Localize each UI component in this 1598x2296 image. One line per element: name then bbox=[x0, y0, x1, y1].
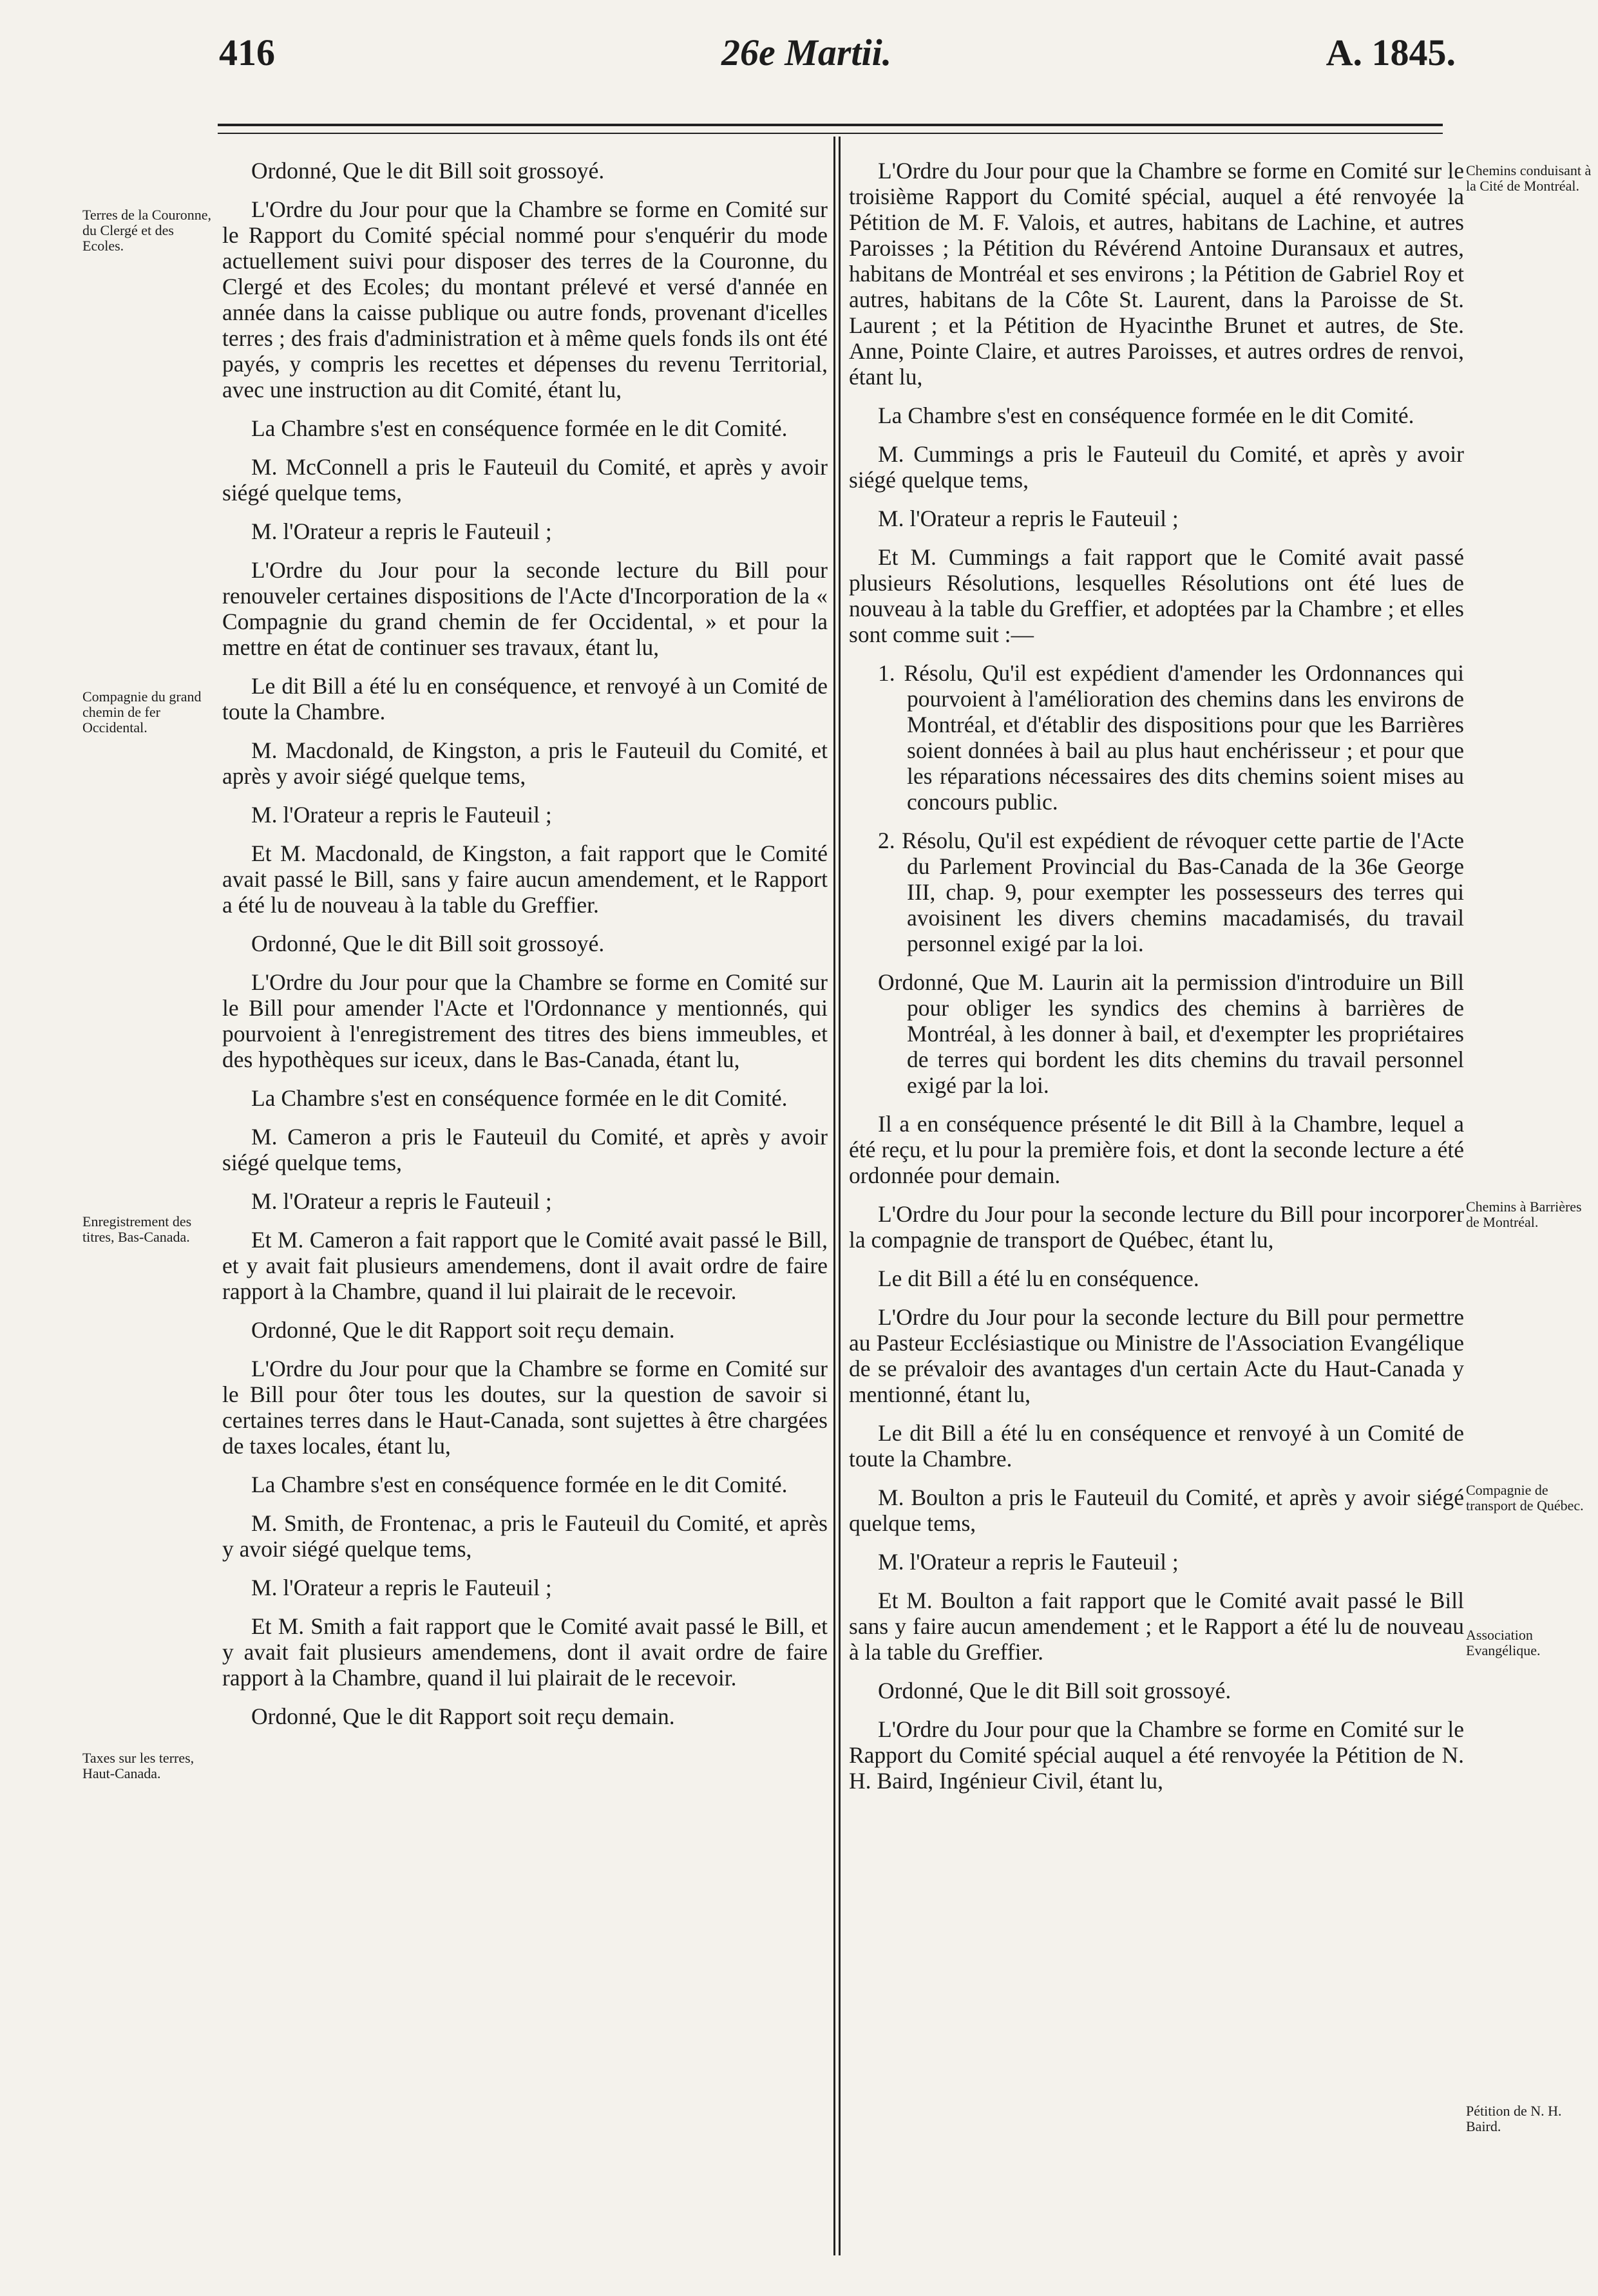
margin-note-enregistrement: Enregistrement des titres, Bas-Canada. bbox=[82, 1213, 192, 1245]
left-column bbox=[222, 158, 828, 1742]
paragraph: Ordonné, Que M. Laurin ait la permission d'introduire un Bill pour obliger les syndics des chemins à barrières de Montréal, à les donner à bail, et d'exempter les propriétaires de terres qui bordent les dits chemins du travail personnel exigé par la loi. bbox=[878, 969, 1464, 1098]
paragraph: M. Smith, de Frontenac, a pris le Fauteuil du Comité, et après y avoir siégé quelque tems, bbox=[222, 1510, 828, 1562]
paragraph: Le dit Bill a été lu en conséquence et renvoyé à un Comité de toute la Chambre. bbox=[849, 1420, 1464, 1472]
margin-note-petition-baird: Pétition de N. H. Baird. bbox=[1466, 2103, 1562, 2134]
paragraph: L'Ordre du Jour pour que la Chambre se forme en Comité sur le troisième Rapport du Comité spécial, auquel a été renvoyée la Pétition de M. F. Valois, et autres, habitans de Lachine, et autres Paroisses ; la Pétition du Révérend Antoine Duransaux et autres, habitans de Montréal et ses environs ; la Pétition de Gabriel Roy et autres, habitans de la Côte St. Laurent, dans la Paroisse de St. Laurent ; et la Pétition de Hyacinthe Brunet et autres, de Ste. Anne, Pointe Claire, et autres Paroisses, et autres ordres de renvoi, étant lu, bbox=[849, 158, 1464, 390]
paragraph: Ordonné, Que le dit Bill soit grossoyé. bbox=[251, 158, 605, 184]
paragraph: Il a en conséquence présenté le dit Bill à la Chambre, lequel a été reçu, et lu pour la première fois, et dont la seconde lecture a été ordonnée pour demain. bbox=[849, 1111, 1464, 1188]
paragraph: L'Ordre du Jour pour la seconde lecture du Bill pour permettre au Pasteur Ecclésiastique ou Ministre de l'Association Evangélique de se prévaloir des avantages d'un certain Acte du Haut-Canada y mentionné, étant lu, bbox=[849, 1304, 1464, 1407]
paragraph: M. l'Orateur a repris le Fauteuil ; bbox=[251, 1575, 552, 1600]
session-year: A. 1845. bbox=[1326, 32, 1456, 73]
margin-note-chemins-barrieres: Chemins à Barrières de Montréal. bbox=[1466, 1199, 1582, 1230]
paragraph: M. McConnell a pris le Fauteuil du Comité, et après y avoir siégé quelque tems, bbox=[222, 454, 828, 506]
paragraph: M. l'Orateur a repris le Fauteuil ; bbox=[878, 506, 1179, 531]
header-rule-thick bbox=[218, 124, 1443, 126]
paragraph: Ordonné, Que le dit Bill soit grossoyé. bbox=[251, 931, 605, 956]
margin-note-taxes: Taxes sur les terres, Haut-Canada. bbox=[82, 1750, 195, 1781]
paragraph: La Chambre s'est en conséquence formée en le dit Comité. bbox=[251, 1085, 788, 1111]
paragraph: Le dit Bill a été lu en conséquence, et renvoyé à un Comité de toute la Chambre. bbox=[222, 673, 828, 725]
paragraph: Et M. Smith a fait rapport que le Comité avait passé le Bill, et y avait fait plusieurs amendemens, dont il avait ordre de faire rapport à la Chambre, quand il lui plairait de le recevoir. bbox=[222, 1613, 828, 1691]
paragraph: Et M. Cameron a fait rapport que le Comité avait passé le Bill, et y avait fait plusieurs amendemens, dont il avait ordre de faire rapport à la Chambre, quand il lui plairait de le recevoir. bbox=[222, 1227, 828, 1304]
paragraph: M. l'Orateur a repris le Fauteuil ; bbox=[251, 1188, 552, 1214]
paragraph: La Chambre s'est en conséquence formée en le dit Comité. bbox=[878, 403, 1414, 428]
right-column bbox=[849, 158, 1464, 1807]
paragraph: La Chambre s'est en conséquence formée en le dit Comité. bbox=[251, 1472, 788, 1497]
paragraph: L'Ordre du Jour pour la seconde lecture du Bill pour renouveler certaines dispositions de l'Acte d'Incorporation de la « Compagnie du grand chemin de fer Occidental, » et pour la mettre en état de continuer ses travaux, étant lu, bbox=[222, 557, 828, 660]
column-divider-right bbox=[839, 137, 841, 2255]
paragraph: Et M. Boulton a fait rapport que le Comité avait passé le Bill sans y faire aucun amendement ; et le Rapport a été lu de nouveau à la table du Greffier. bbox=[849, 1588, 1464, 1665]
paragraph: Et M. Cummings a fait rapport que le Comité avait passé plusieurs Résolutions, lesquelles Résolutions ont été lues de nouveau à la table du Greffier, et adoptées par la Chambre ; et elles sont comme suit :— bbox=[849, 544, 1464, 647]
paragraph: Et M. Macdonald, de Kingston, a fait rapport que le Comité avait passé le Bill, sans y faire aucun amendement, et le Rapport a été lu de nouveau à la table du Greffier. bbox=[222, 840, 828, 918]
column-divider-left bbox=[833, 137, 835, 2255]
resolution-1: 1. Résolu, Qu'il est expédient d'amender les Ordonnances qui pourvoient à l'amélioration des chemins dans les environs de Montréal, et d'établir des dispositions pour que les Barrières soient données à bail au plus haut enchérisseur ; et pour que les réparations nécessaires des dits chemins soient mises au concours public. bbox=[878, 660, 1464, 815]
paragraph: L'Ordre du Jour pour que la Chambre se forme en Comité sur le Rapport du Comité spécial auquel a été renvoyée la Pétition de N. H. Baird, Ingénieur Civil, étant lu, bbox=[849, 1716, 1464, 1794]
header-rule-thin bbox=[218, 133, 1443, 134]
paragraph: M. Cummings a pris le Fauteuil du Comité, et après y avoir siégé quelque tems, bbox=[849, 441, 1464, 493]
paragraph: Ordonné, Que le dit Bill soit grossoyé. bbox=[878, 1678, 1232, 1703]
page-number: 416 bbox=[219, 32, 275, 73]
paragraph: L'Ordre du Jour pour que la Chambre se forme en Comité sur le Bill pour amender l'Acte et l'Ordonnance y mentionnés, qui pourvoient à l'enregistrement des titres des biens immeubles, et des hypothèques sur iceux, dans le Bas-Canada, étant lu, bbox=[222, 969, 828, 1072]
paragraph: M. l'Orateur a repris le Fauteuil ; bbox=[878, 1549, 1179, 1575]
margin-note-chemin-fer: Compagnie du grand chemin de fer Occidental. bbox=[82, 688, 202, 735]
paragraph: L'Ordre du Jour pour que la Chambre se forme en Comité sur le Bill pour ôter tous les doutes, sur la question de savoir si certaines terres dans le Haut-Canada, sont sujettes à être chargées de taxes locales, étant lu, bbox=[222, 1356, 828, 1459]
margin-note-chemins-montreal: Chemins conduisant à la Cité de Montréal. bbox=[1466, 162, 1592, 194]
paragraph: M. Boulton a pris le Fauteuil du Comité, et après y avoir siégé quelque tems, bbox=[849, 1485, 1464, 1536]
paragraph: M. l'Orateur a repris le Fauteuil ; bbox=[251, 802, 552, 828]
margin-note-association: Association Evangélique. bbox=[1466, 1627, 1541, 1658]
session-date: 26e Martii. bbox=[721, 32, 892, 73]
paragraph: M. l'Orateur a repris le Fauteuil ; bbox=[251, 518, 552, 544]
paragraph: La Chambre s'est en conséquence formée en le dit Comité. bbox=[251, 415, 788, 441]
paragraph: L'Ordre du Jour pour la seconde lecture du Bill pour incorporer la compagnie de transport de Québec, étant lu, bbox=[849, 1201, 1464, 1253]
paragraph: L'Ordre du Jour pour que la Chambre se forme en Comité sur le Rapport du Comité spécial nommé pour s'enquérir du mode actuellement suivi pour disposer des terres de la Couronne, du Clergé et des Ecoles; du montant prélevé et versé d'année en année dans la caisse publique ou autre fonds, provenant d'icelles terres ; des frais d'administration et à même quels fonds ils ont été payés, y compris les recettes et dépenses du revenu Territorial, avec une instruction au dit Comité, étant lu, bbox=[222, 196, 828, 403]
page-header bbox=[213, 31, 1456, 82]
paragraph: M. Macdonald, de Kingston, a pris le Fauteuil du Comité, et après y avoir siégé quelque tems, bbox=[222, 737, 828, 789]
paragraph: Le dit Bill a été lu en conséquence. bbox=[878, 1266, 1199, 1291]
margin-note-transport-quebec: Compagnie de transport de Québec. bbox=[1466, 1482, 1584, 1513]
paragraph: Ordonné, Que le dit Rapport soit reçu demain. bbox=[251, 1703, 675, 1729]
paragraph: Ordonné, Que le dit Rapport soit reçu demain. bbox=[251, 1317, 675, 1343]
margin-note-terres-couronne: Terres de la Couronne, du Clergé et des Ecoles. bbox=[82, 207, 212, 254]
paragraph: M. Cameron a pris le Fauteuil du Comité, et après y avoir siégé quelque tems, bbox=[222, 1124, 828, 1175]
resolution-2: 2. Résolu, Qu'il est expédient de révoquer cette partie de l'Acte du Parlement Provincial du Bas-Canada de la 36e George III, chap. 9, pour exempter les possesseurs des terres qui avoisinent les divers chemins macadamisés, du travail personnel exigé par la loi. bbox=[878, 828, 1464, 956]
